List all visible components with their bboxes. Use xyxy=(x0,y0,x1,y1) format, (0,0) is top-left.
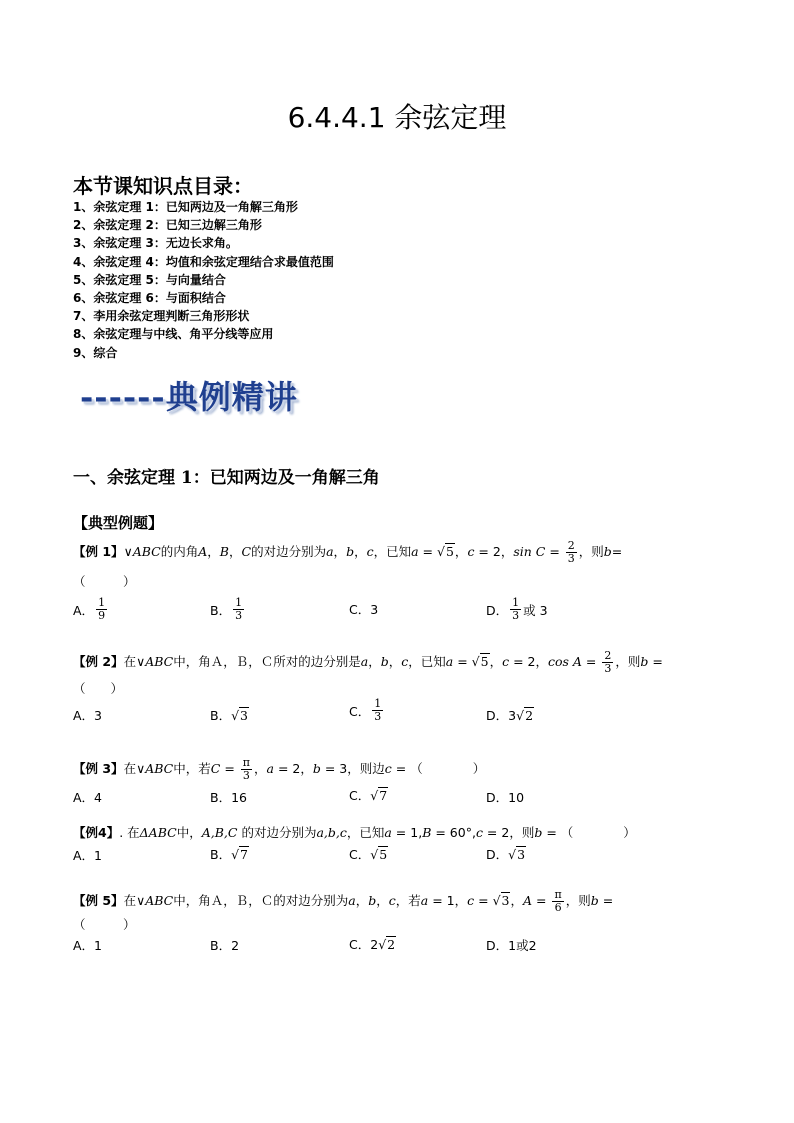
toc-item: 8、余弦定理与中线、角平分线等应用 xyxy=(73,327,274,342)
example-2-question: 【例 2】在∨ABC中，角Ａ，Ｂ，Ｃ所对的边分别是a，b，c，已知a = √5，c = 2，cos A = $\frac{2}{3}$ ，则b = xyxy=(73,649,663,675)
example-tag: 【例 2】 xyxy=(73,654,124,669)
option-d: D．3 √2 xyxy=(486,707,534,723)
option-d: D．1或2 xyxy=(486,938,537,953)
toc-list xyxy=(73,198,334,362)
toc-item: 7、李用余弦定理判断三角形形状 xyxy=(73,309,250,324)
example-5-question: 【例 5】在∨ABC中，角Ａ，Ｂ，Ｃ的对边分别为a，b，c，若a = 1，c = √3，A = $\frac{\pi}{6}$ ，则b = xyxy=(73,888,614,914)
section-heading: 一、余弦定理 1：已知两边及一角解三角 xyxy=(73,468,380,488)
example-tag: 【例 5】 xyxy=(73,893,124,908)
option-d: D．10 xyxy=(486,790,525,805)
answer-paren: （ ） xyxy=(73,574,136,589)
toc-heading: 本节课知识点目录： xyxy=(73,174,253,198)
option-c: C． 2 √2 xyxy=(349,936,396,952)
toc-item: 1、余弦定理 1：已知两边及一角解三角形 xyxy=(73,200,298,214)
typical-examples-heading: 【典型例题】 xyxy=(73,514,164,532)
option-c: C．3 xyxy=(349,602,379,617)
example-tag: 【例 3】 xyxy=(73,761,124,776)
option-c: C． √7 xyxy=(349,787,388,803)
section-banner: ------典例精讲 xyxy=(80,378,298,416)
answer-paren: （ ） xyxy=(73,681,124,696)
option-b: B．16 xyxy=(210,790,247,805)
option-d: D． √3 xyxy=(486,846,526,862)
example-1-question: 【例 1】∨ABC的内角A，B，C的对边分别为a，b，c，已知a = √5，c = 2，sin C = $\frac{2}{3}$ ，则b= xyxy=(73,539,623,565)
toc-item: 5、余弦定理 5：与向量结合 xyxy=(73,272,226,287)
option-b: B．2 xyxy=(210,938,240,953)
example-tag: 【例4】 xyxy=(73,825,120,840)
toc-item: 9、综合 xyxy=(73,345,118,360)
option-b: B． $\frac{1}{3}$ xyxy=(210,596,243,622)
example-tag: 【例 1】 xyxy=(73,544,124,559)
toc-item: 2、余弦定理 2：已知三边解三角形 xyxy=(73,218,262,233)
toc-item: 4、余弦定理 4：均值和余弦定理结合求最值范围 xyxy=(73,254,334,269)
option-a: A． $\frac{1}{9}$ xyxy=(73,596,106,622)
answer-paren: （ ） xyxy=(73,917,136,932)
option-a: A．1 xyxy=(73,938,103,953)
option-a: A．3 xyxy=(73,708,103,723)
toc-item: 6、余弦定理 6：与面积结合 xyxy=(73,290,226,305)
option-b: B． √3 xyxy=(210,707,248,723)
option-d: D． $\frac{1}{3}$ 或 3 xyxy=(486,596,548,622)
option-a: A．1 xyxy=(73,848,103,863)
example-4-question: 【例4】. 在ΔABC中，A,B,C 的对边分别为a,b,c，已知a = 1,B = 60°,c = 2，则b = （ ） xyxy=(73,825,636,840)
option-c: C． √5 xyxy=(349,846,388,862)
option-c: C． $\frac{1}{3}$ xyxy=(349,697,382,723)
option-b: B． √7 xyxy=(210,846,248,862)
option-a: A．4 xyxy=(73,790,103,805)
toc-item: 3、余弦定理 3：无边长求角。 xyxy=(73,236,238,251)
page-title: 6.4.4.1 余弦定理 xyxy=(287,101,507,134)
example-3-question: 【例 3】在∨ABC中，若C = $\frac{\pi}{3}$ ，a = 2，b = 3，则边c = （ ） xyxy=(73,756,486,782)
